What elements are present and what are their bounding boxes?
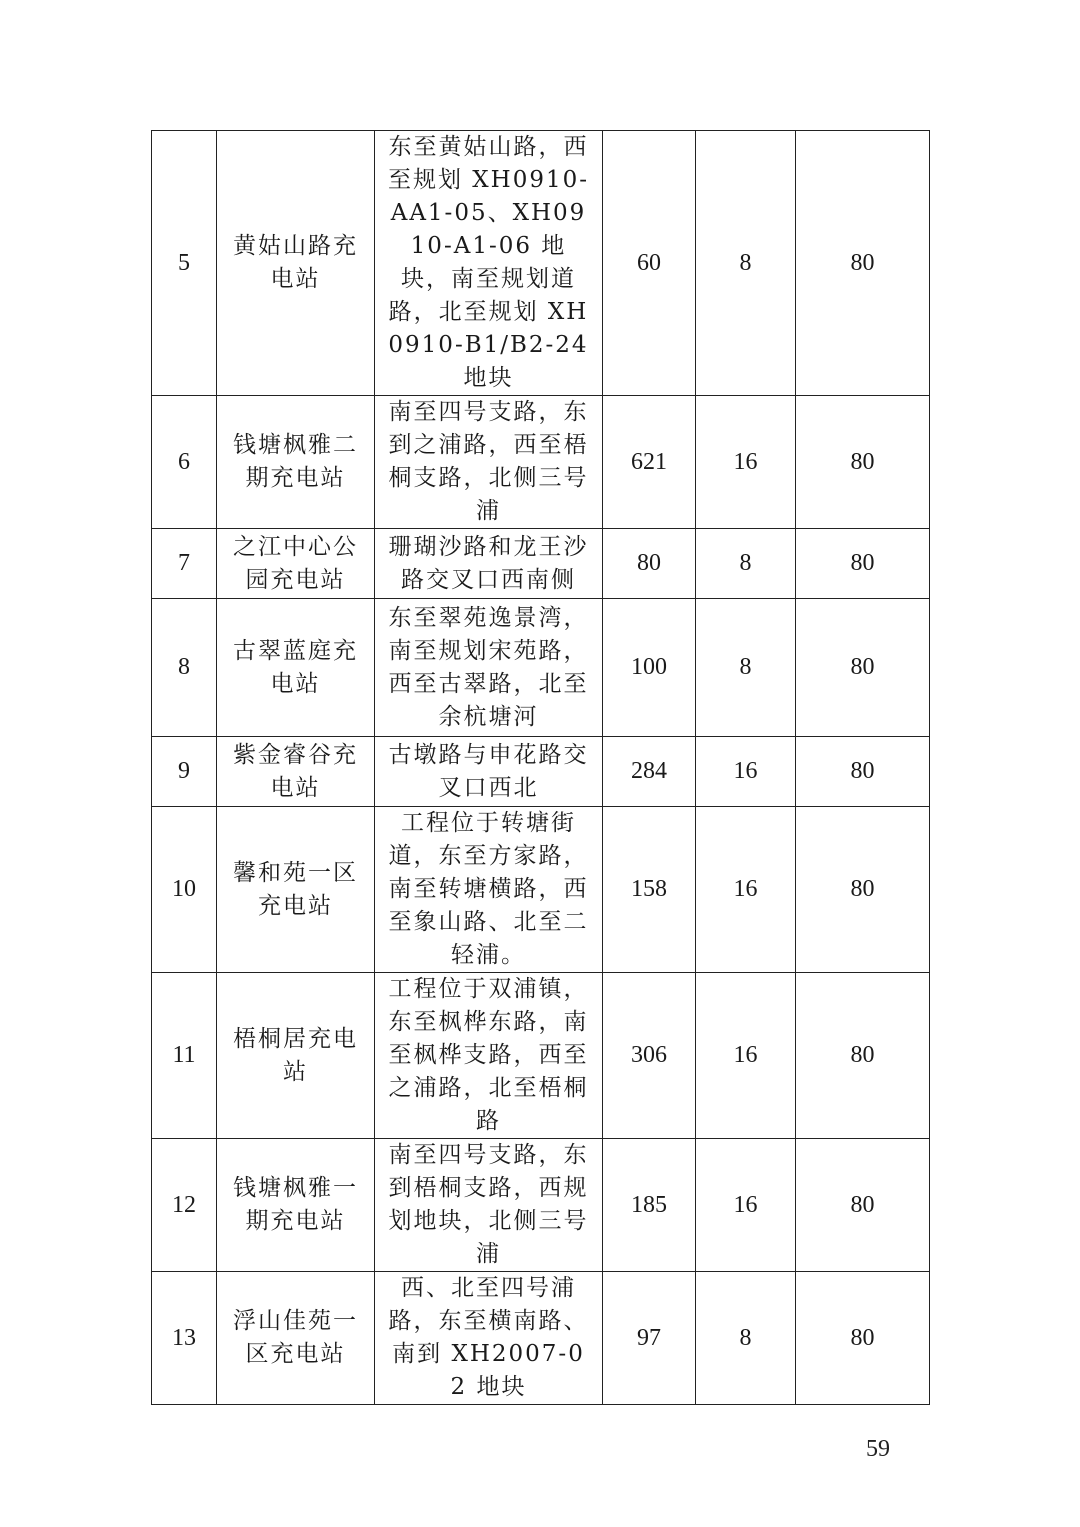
table-row (152, 396, 930, 529)
cell-col5: 8 (696, 529, 796, 599)
cell-col5: 8 (696, 131, 796, 396)
station-boundary: 古墩路与申花路交叉口西北 (375, 737, 603, 807)
cell-col4: 158 (603, 807, 696, 973)
table-row (152, 1139, 930, 1272)
table-row (152, 973, 930, 1139)
station-boundary: 工程位于双浦镇，东至枫桦东路，南至枫桦支路，西至之浦路，北至梧桐路 (375, 973, 603, 1139)
cell-col6: 80 (796, 1272, 930, 1405)
cell-col5: 16 (696, 737, 796, 807)
table-row (152, 737, 930, 807)
cell-col5: 8 (696, 599, 796, 737)
page-number: 59 (866, 1436, 890, 1462)
cell-col4: 100 (603, 599, 696, 737)
station-boundary: 工程位于转塘街道，东至方家路，南至转塘横路，西至象山路、北至二轻浦。 (375, 807, 603, 973)
row-index: 6 (152, 396, 217, 529)
station-boundary: 南至四号支路，东到梧桐支路，西规划地块，北侧三号浦 (375, 1139, 603, 1272)
station-name: 浮山佳苑一区充电站 (217, 1272, 375, 1405)
cell-col6: 80 (796, 737, 930, 807)
cell-col4: 306 (603, 973, 696, 1139)
table-row (152, 807, 930, 973)
cell-col6: 80 (796, 396, 930, 529)
cell-col4: 284 (603, 737, 696, 807)
row-index: 5 (152, 131, 217, 396)
cell-col6: 80 (796, 807, 930, 973)
table-row (152, 131, 930, 396)
cell-col5: 16 (696, 807, 796, 973)
cell-col6: 80 (796, 1139, 930, 1272)
station-name: 古翠蓝庭充电站 (217, 599, 375, 737)
cell-col6: 80 (796, 529, 930, 599)
cell-col5: 8 (696, 1272, 796, 1405)
cell-col4: 621 (603, 396, 696, 529)
station-boundary: 西、北至四号浦路，东至横南路、南到 XH2007-02 地块 (375, 1272, 603, 1405)
cell-col5: 16 (696, 1139, 796, 1272)
cell-col4: 97 (603, 1272, 696, 1405)
table-row (152, 529, 930, 599)
table-row (152, 599, 930, 737)
row-index: 13 (152, 1272, 217, 1405)
station-name: 钱塘枫雅二期充电站 (217, 396, 375, 529)
cell-col5: 16 (696, 973, 796, 1139)
row-index: 12 (152, 1139, 217, 1272)
station-name: 紫金睿谷充电站 (217, 737, 375, 807)
charging-station-table (151, 130, 930, 1405)
cell-col6: 80 (796, 973, 930, 1139)
station-boundary: 珊瑚沙路和龙王沙路交叉口西南侧 (375, 529, 603, 599)
cell-col6: 80 (796, 599, 930, 737)
station-boundary: 南至四号支路，东到之浦路，西至梧桐支路，北侧三号浦 (375, 396, 603, 529)
row-index: 8 (152, 599, 217, 737)
station-name: 钱塘枫雅一期充电站 (217, 1139, 375, 1272)
station-boundary: 东至黄姑山路，西至规划 XH0910-AA1-05、XH0910-A1-06 地块，南至规划道路，北至规划 XH0910-B1/B2-24 地块 (375, 131, 603, 396)
cell-col5: 16 (696, 396, 796, 529)
row-index: 10 (152, 807, 217, 973)
station-name: 馨和苑一区充电站 (217, 807, 375, 973)
cell-col6: 80 (796, 131, 930, 396)
station-boundary: 东至翠苑逸景湾，南至规划宋苑路，西至古翠路，北至余杭塘河 (375, 599, 603, 737)
table-row (152, 1272, 930, 1405)
station-name: 黄姑山路充电站 (217, 131, 375, 396)
cell-col4: 80 (603, 529, 696, 599)
row-index: 9 (152, 737, 217, 807)
cell-col4: 60 (603, 131, 696, 396)
station-name: 之江中心公园充电站 (217, 529, 375, 599)
cell-col4: 185 (603, 1139, 696, 1272)
row-index: 11 (152, 973, 217, 1139)
row-index: 7 (152, 529, 217, 599)
station-name: 梧桐居充电站 (217, 973, 375, 1139)
